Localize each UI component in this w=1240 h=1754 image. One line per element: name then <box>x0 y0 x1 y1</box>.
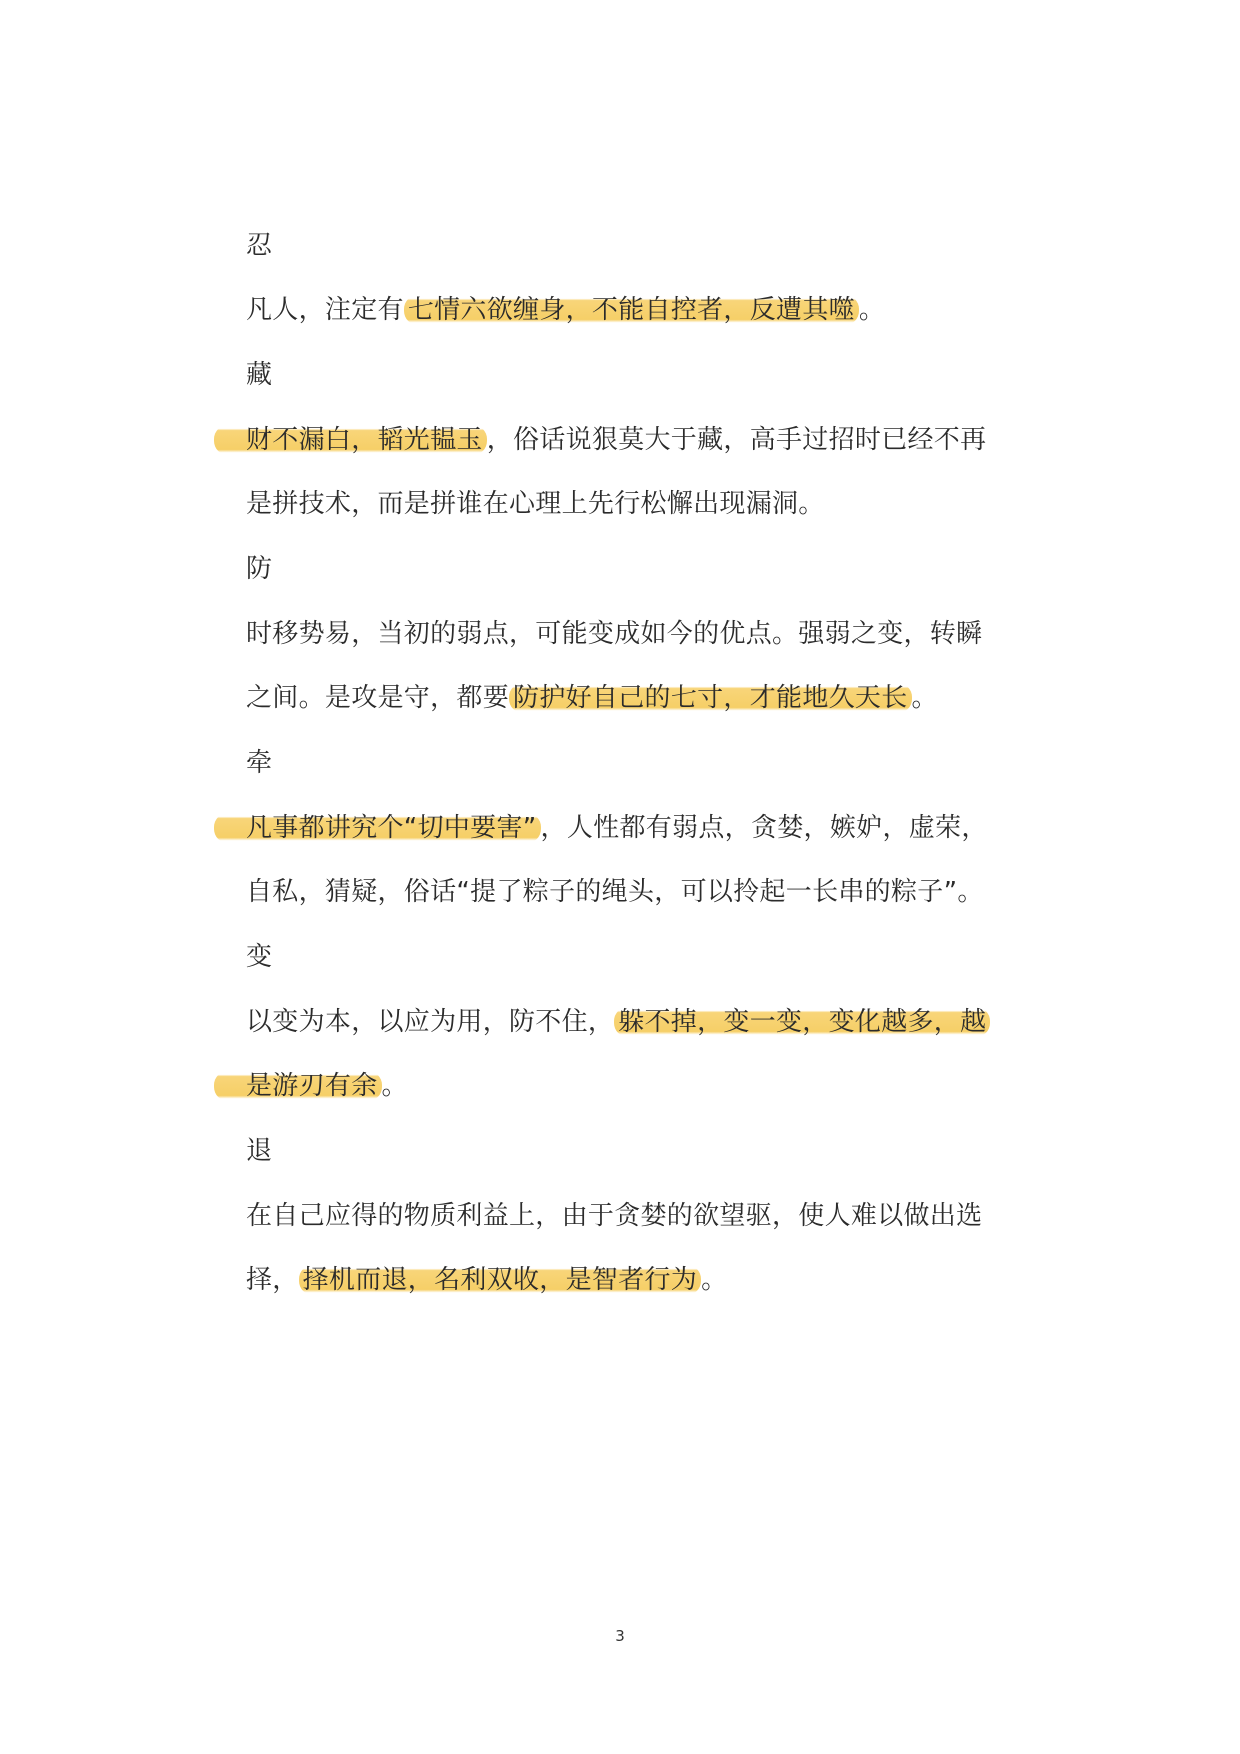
section-heading: 忍 <box>246 231 273 261</box>
body-line <box>246 484 825 524</box>
text-run: 自私，猜疑，俗话“提了粽子的绳头，可以拎起一长串的粽子”。 <box>246 877 984 907</box>
section-heading: 牵 <box>246 748 273 778</box>
body-line <box>246 1196 982 1236</box>
highlighted-text: 是游刃有余 <box>214 1071 382 1101</box>
text-run: 之间。是攻是守，都要 <box>246 683 510 713</box>
body-line <box>246 1066 408 1106</box>
section-heading: 变 <box>246 942 273 972</box>
body-line <box>246 808 988 848</box>
text-run: 择， <box>246 1265 299 1295</box>
text-run: 时移势易，当初的弱点，可能变成如今的优点。强弱之变，转瞬 <box>246 619 983 649</box>
body-line <box>246 290 885 330</box>
text-run: 以变为本，以应为用，防不住， <box>246 1007 615 1037</box>
highlighted-text: 择机而退，名利双收，是智者行为 <box>299 1265 702 1295</box>
text-run: 是拼技术，而是拼谁在心理上先行松懈出现漏洞。 <box>246 489 825 519</box>
highlighted-text: 凡事都讲究个“切中要害” <box>214 813 541 843</box>
text-run: 。 <box>911 683 938 713</box>
text-run: 。 <box>858 295 886 325</box>
highlighted-text: 七情六欲缠身，不能自控者，反遭其噬 <box>404 295 859 325</box>
text-run: 。 <box>701 1265 728 1295</box>
text-run: 凡人，注定有 <box>246 295 404 325</box>
body-line <box>246 420 986 460</box>
body-line <box>246 1260 727 1300</box>
text-run: ，俗话说狠莫大于藏，高手过招时已经不再 <box>486 425 987 455</box>
text-run: ，人性都有弱点，贪婪，嫉妒，虚荣， <box>540 813 988 843</box>
body-line <box>246 1002 990 1042</box>
section-heading: 防 <box>246 554 273 584</box>
text-run: 在自己应得的物质利益上，由于贪婪的欲望驱，使人难以做出选 <box>246 1201 983 1231</box>
highlighted-text: 防护好自己的七寸，才能地久天长 <box>509 683 912 713</box>
body-line <box>246 872 984 912</box>
text-run: 。 <box>381 1071 408 1101</box>
body-line <box>246 614 982 654</box>
section-heading: 退 <box>246 1136 273 1166</box>
highlighted-text: 财不漏白，韬光韫玉 <box>214 425 487 455</box>
page-number: 3 <box>615 1627 625 1645</box>
body-line <box>246 678 938 718</box>
highlighted-text: 躲不掉，变一变，变化越多，越 <box>614 1007 990 1037</box>
section-heading: 藏 <box>246 360 273 390</box>
